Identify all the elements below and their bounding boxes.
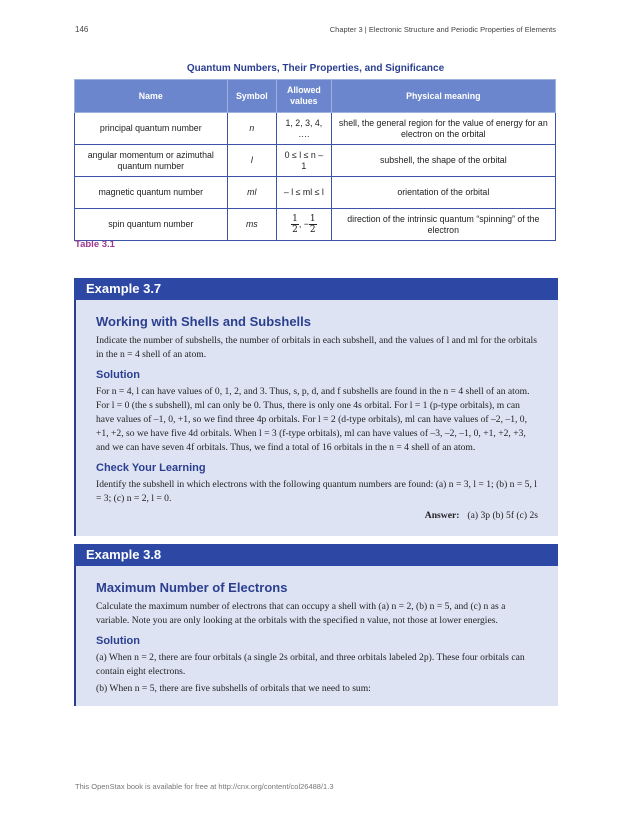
column-header: Physical meaning: [331, 80, 555, 113]
table-header-row: [75, 80, 556, 113]
example-title: Working with Shells and Subshells: [96, 314, 312, 329]
fraction-numerator: 1: [292, 214, 298, 224]
cell-symbol: l: [227, 145, 277, 177]
solution-heading: Solution: [96, 369, 140, 381]
solution-part-a: (a) When n = 2, there are four orbitals (a single 2s orbital, and three orbitals labeled 2p). These four orbitals can contain eight electrons.: [96, 652, 525, 677]
check-your-learning-text: Identify the subshell in which electrons with the following quantum numbers are found: (a) n = 3, l = 1; (b) n = 5, l = 3; (c) n = 2, l = 0.: [96, 479, 537, 504]
column-header: Name: [75, 80, 228, 113]
example-problem: Calculate the maximum number of electrons that can occupy a shell with (a) n = 2, (b) n = 5, and (c) n as a variable. Note you are only looking at the orbitals with the specified n value, not those at lower energies.: [96, 601, 506, 626]
example-title: Maximum Number of Electrons: [96, 580, 288, 595]
example-3-8-box: [74, 544, 558, 706]
cell-symbol: n: [227, 113, 277, 145]
cell-allowed: 1, 2, 3, 4, ….: [277, 113, 332, 145]
cell-symbol: ml: [227, 177, 277, 209]
quantum-numbers-table: [74, 79, 556, 241]
cell-name: spin quantum number: [75, 209, 228, 241]
table-row: [75, 209, 556, 241]
answer-line: [96, 510, 538, 521]
fraction-positive-half: [291, 214, 299, 235]
answer-label: Answer:: [424, 510, 460, 521]
example-3-7-box: [74, 278, 558, 536]
table-row: [75, 145, 556, 177]
page-footer: This OpenStax book is available for free at http://cnx.org/content/col26488/1.3: [75, 782, 334, 791]
running-head: Chapter 3 | Electronic Structure and Periodic Properties of Elements: [329, 25, 556, 34]
solution-part-b: (b) When n = 5, there are five subshells of orbitals that we need to sum:: [96, 683, 371, 694]
fraction-denominator: 2: [309, 225, 316, 235]
cell-name: principal quantum number: [75, 113, 228, 145]
answer-text: (a) 3p (b) 5f (c) 2s: [467, 510, 538, 521]
fraction-separator: , −: [298, 218, 309, 229]
solution-heading: Solution: [96, 635, 140, 647]
cell-meaning: orientation of the orbital: [331, 177, 555, 209]
cell-meaning: subshell, the shape of the orbital: [331, 145, 555, 177]
check-your-learning-heading: Check Your Learning: [96, 462, 206, 474]
cell-name: angular momentum or azimuthal quantum number: [75, 145, 228, 177]
fraction-negative-half: [309, 214, 317, 235]
cell-name: magnetic quantum number: [75, 177, 228, 209]
cell-allowed: [277, 209, 332, 241]
page-number: 146: [75, 25, 89, 34]
cell-allowed: 0 ≤ l ≤ n – 1: [277, 145, 332, 177]
cell-symbol: ms: [227, 209, 277, 241]
table-row: [75, 177, 556, 209]
column-header: Symbol: [227, 80, 277, 113]
example-header: Example 3.7: [74, 278, 558, 300]
table-row: [75, 113, 556, 145]
cell-allowed: – l ≤ ml ≤ l: [277, 177, 332, 209]
table-caption: Quantum Numbers, Their Properties, and Significance: [186, 63, 445, 74]
example-problem: Indicate the number of subshells, the number of orbitals in each subshell, and the values of l and ml for the orbitals in the n = 4 shell of an atom.: [96, 335, 537, 360]
solution-text: For n = 4, l can have values of 0, 1, 2, and 3. Thus, s, p, d, and f subshells are found in the n = 4 shell of an atom. For l = 0 (the s subshell), ml can only be 0. Thus, there is only one 4s orbital. For l = 1 (p-type orbitals), m can have values of –1, 0, +1, so we find three 4p orbitals. For l = 2 (d-type orbitals), ml can have values of –2, –1, 0, +1, +2, so we have five 4d orbitals. When l = 3 (f-type orbitals), ml can have values of –3, –2, –1, 0, +1, +2, +3, and we can have seven 4f orbitals. Thus, we find a total of 16 orbitals in the n = 4 shell of an atom.: [96, 386, 530, 453]
fraction-numerator: 1: [309, 214, 316, 224]
column-header: Allowed values: [277, 80, 332, 113]
example-header: Example 3.8: [74, 544, 558, 566]
cell-meaning: direction of the intrinsic quantum “spinning” of the electron: [331, 209, 555, 241]
cell-meaning: shell, the general region for the value of energy for an electron on the orbital: [331, 113, 555, 145]
table-label: Table 3.1: [75, 239, 115, 250]
fraction-denominator: 2: [292, 225, 298, 235]
